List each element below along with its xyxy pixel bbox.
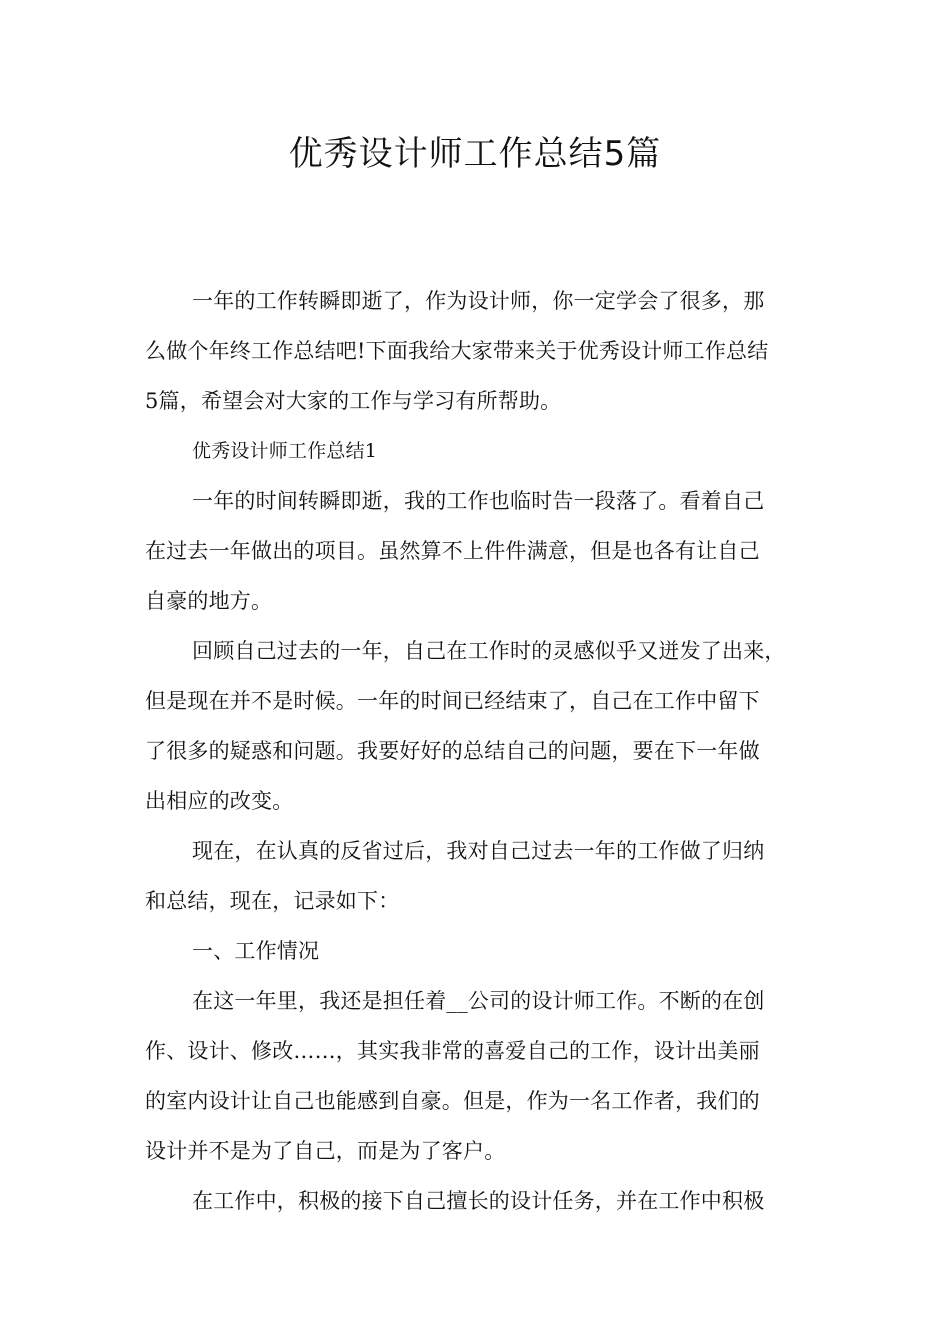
paragraph-line: 了很多的疑惑和问题。我要好好的总结自己的问题，要在下一年做 [145,739,760,763]
paragraph-line: 么做个年终工作总结吧!下面我给大家带来关于优秀设计师工作总结 [145,339,769,363]
paragraph-line: 回顾自己过去的一年，自己在工作时的灵感似乎又迸发了出来， [192,639,786,663]
paragraph-line: 作、设计、修改……，其实我非常的喜爱自己的工作，设计出美丽 [145,1039,760,1063]
paragraph-line: 出相应的改变。 [145,789,294,813]
paragraph-line: 和总结，现在，记录如下： [145,889,400,913]
document-title: 优秀设计师工作总结5篇 [288,134,662,174]
paragraph-line: 的室内设计让自己也能感到自豪。但是，作为一名工作者，我们的 [145,1089,760,1113]
paragraph-line: 但是现在并不是时候。一年的时间已经结束了，自己在工作中留下 [145,689,760,713]
paragraph-line: 在工作中，积极的接下自己擅长的设计任务，并在工作中积极 [192,1189,765,1213]
paragraph-line: 一年的工作转瞬即逝了，作为设计师，你一定学会了很多，那 [192,289,765,313]
paragraph-line: 在过去一年做出的项目。虽然算不上件件满意，但是也各有让自己 [145,539,760,563]
paragraph-line: 设计并不是为了自己，而是为了客户。 [145,1139,506,1163]
paragraph-line: 现在，在认真的反省过后，我对自己过去一年的工作做了归纳 [192,839,765,863]
paragraph-line: 在这一年里，我还是担任着__公司的设计师工作。不断的在创 [192,989,765,1013]
paragraph-line: 一年的时间转瞬即逝，我的工作也临时告一段落了。看着自己 [192,489,765,513]
paragraph-line: 5篇，希望会对大家的工作与学习有所帮助。 [145,389,562,413]
section-heading: 一、工作情况 [192,939,320,963]
paragraph-line: 自豪的地方。 [145,589,273,613]
section-heading: 优秀设计师工作总结1 [192,440,378,462]
